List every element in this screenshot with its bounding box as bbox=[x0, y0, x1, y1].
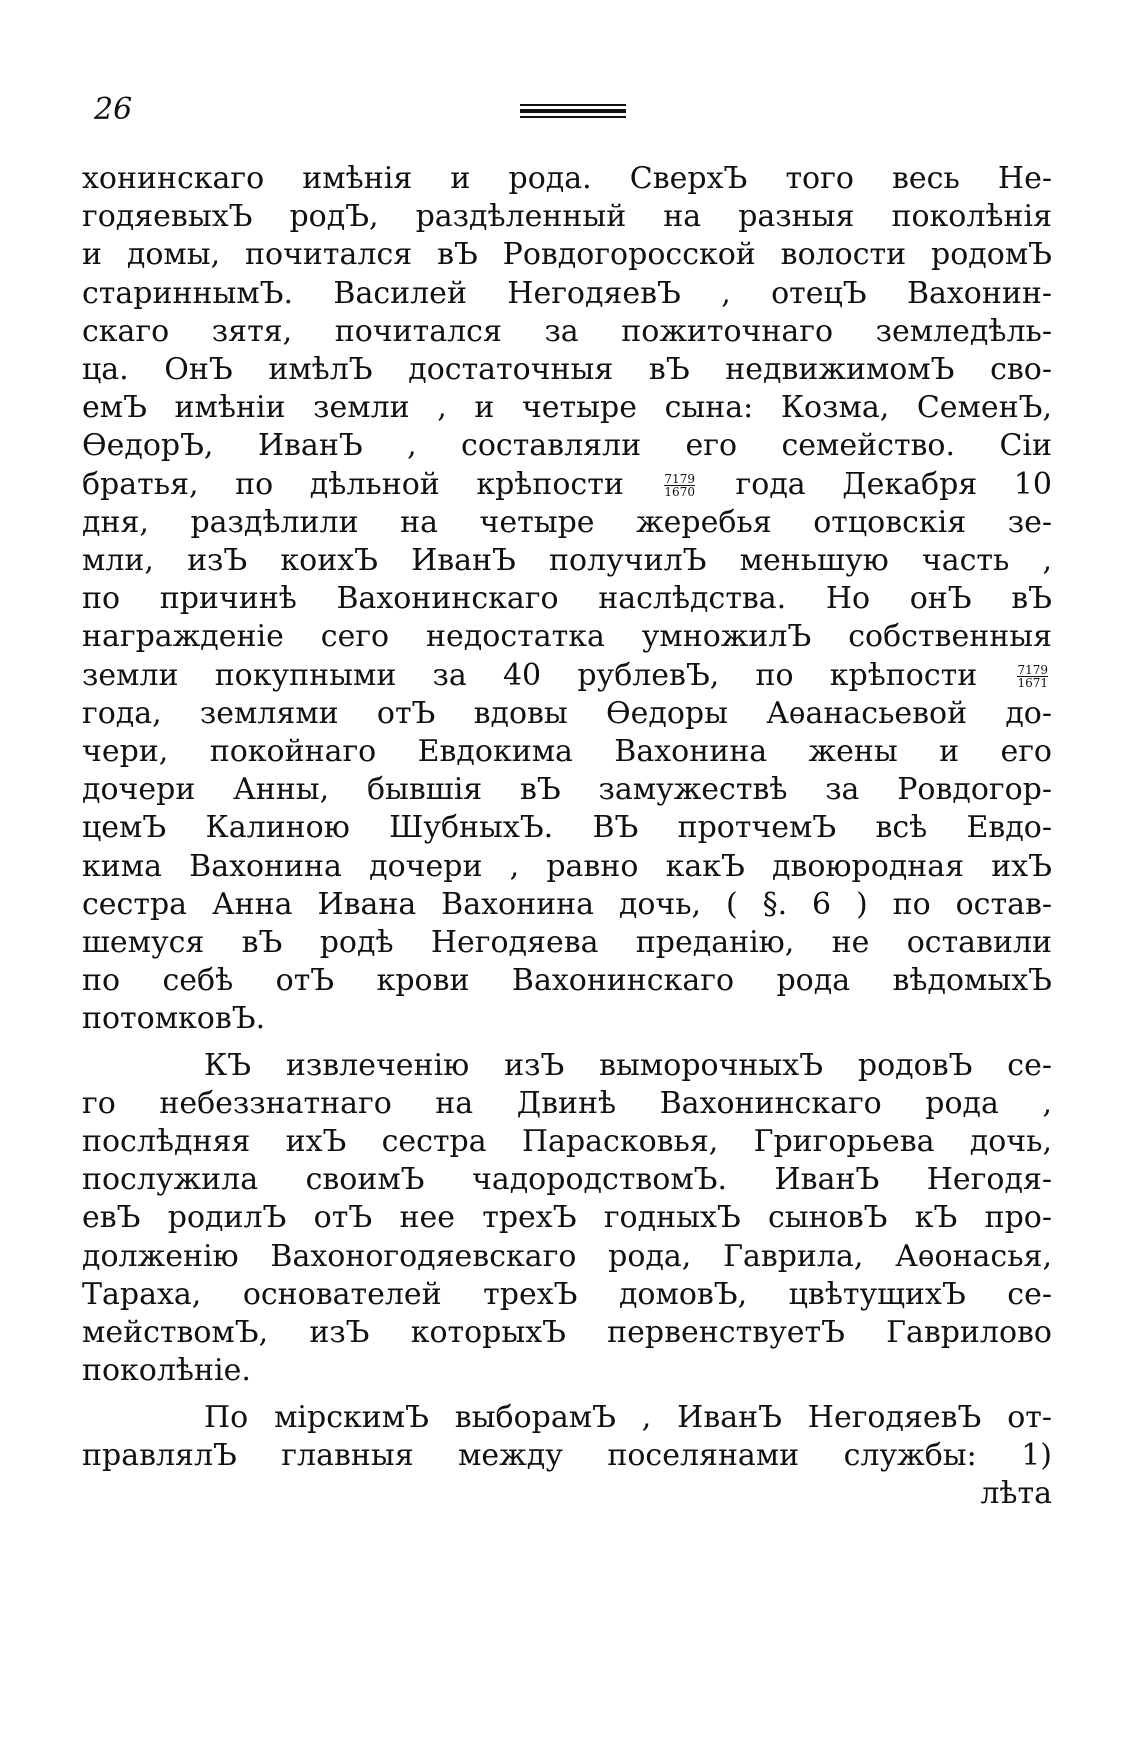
text-line: го небеззнатнаго на Двинѣ Вахонинскаго рода , bbox=[82, 1085, 1052, 1121]
date-fraction bbox=[664, 473, 695, 498]
text-line: ѲедорЪ, ИванЪ , составляли его семейство. Сіи bbox=[82, 428, 1052, 464]
text-line-with-fraction bbox=[82, 657, 1052, 695]
text-line: дочери Анны, бывшія вЪ замужествѣ за Ровдогор- bbox=[82, 772, 1052, 808]
page-number: 26 bbox=[94, 92, 133, 127]
text-line: По мірскимЪ выборамЪ , ИванЪ НегодяевЪ от- bbox=[204, 1399, 1052, 1435]
text-line: потомковЪ. bbox=[82, 1001, 266, 1037]
text-line: награжденіе сего недостатка умножилЪ собственныя bbox=[82, 619, 1052, 655]
text-line: емЪ имѣніи земли , и четыре сына: Козма, СеменЪ, bbox=[82, 390, 1052, 426]
text-line: дня, раздѣлили на четыре жеребья отцовскія зе- bbox=[82, 504, 1052, 540]
fraction-denominator: 1670 bbox=[664, 485, 695, 500]
text-line: года, землями отЪ вдовы Ѳедоры Аѳанасьевой до- bbox=[82, 695, 1052, 731]
text-line: шемуся вЪ родѣ Негодяева преданію, не оставили bbox=[82, 925, 1052, 961]
text-line-with-fraction bbox=[82, 466, 1052, 504]
fraction-numerator: 7179 bbox=[1017, 663, 1048, 678]
text-line: КЪ извлеченію изЪ выморочныхЪ родовЪ се- bbox=[204, 1047, 1052, 1083]
text-body bbox=[82, 160, 1052, 1513]
fraction-denominator: 1671 bbox=[1017, 676, 1048, 691]
text-segment: братья, по дѣльной крѣпости bbox=[82, 466, 624, 502]
text-line: скаго зятя, почитался за пожиточнаго земледѣль- bbox=[82, 313, 1052, 349]
text-line: годяевыхЪ родЪ, раздѣленный на разныя поколѣнія bbox=[82, 199, 1052, 235]
text-line: цемЪ Калиною ШубныхЪ. ВЪ протчемЪ всѣ Евдо- bbox=[82, 810, 1052, 846]
text-line: хонинскаго имѣнія и рода. СверхЪ того весь Не- bbox=[82, 161, 1052, 196]
text-line: правлялЪ главныя между поселянами службы: 1) bbox=[82, 1437, 1052, 1473]
text-line: евЪ родилЪ отЪ нее трехЪ годныхЪ сыновЪ кЪ про- bbox=[82, 1200, 1052, 1236]
text-segment: года Декабря 10 bbox=[735, 466, 1052, 502]
text-line: по себѣ отЪ крови Вахонинскаго рода вѣдомыхЪ bbox=[82, 963, 1052, 999]
header-rule bbox=[520, 104, 626, 116]
text-line: послѣдняя ихЪ сестра Парасковья, Григорьева дочь, bbox=[82, 1124, 1052, 1160]
fraction-numerator: 7179 bbox=[664, 472, 695, 487]
text-line: и домы, почитался вЪ Ровдогоросской волости родомЪ bbox=[82, 237, 1052, 273]
text-line: кима Вахонина дочери , равно какЪ двоюродная ихЪ bbox=[82, 848, 1052, 884]
text-line: долженію Вахоногодяевскаго рода, Гаврила, Аѳонасья, bbox=[82, 1238, 1052, 1274]
text-line: чери, покойнаго Евдокима Вахонина жены и его bbox=[82, 734, 1052, 770]
text-line: мействомЪ, изЪ которыхЪ первенствуетЪ Гаврилово bbox=[82, 1315, 1052, 1351]
text-line: сестра Анна Ивана Вахонина дочь, ( §. 6 ) по остав- bbox=[82, 886, 1052, 922]
text-line: ца. ОнЪ имѣлЪ достаточныя вЪ недвижимомЪ сво- bbox=[82, 352, 1052, 388]
catchword: лѣта bbox=[980, 1475, 1052, 1511]
text-segment: земли покупными за 40 рублевЪ, по крѣпости bbox=[82, 657, 978, 693]
text-line: Тараха, основателей трехЪ домовЪ, цвѣтущихЪ се- bbox=[82, 1276, 1052, 1312]
text-line: мли, изЪ коихЪ ИванЪ получилЪ меньшую часть , bbox=[82, 543, 1052, 579]
text-line: по причинѣ Вахонинскаго наслѣдства. Но онЪ вЪ bbox=[82, 581, 1052, 617]
text-line: поколѣніе. bbox=[82, 1353, 251, 1389]
text-line: стариннымЪ. Василей НегодяевЪ , отецЪ Вахонин- bbox=[82, 275, 1052, 311]
text-line: послужила своимЪ чадородствомЪ. ИванЪ Негодя- bbox=[82, 1162, 1052, 1198]
date-fraction bbox=[1017, 664, 1048, 689]
